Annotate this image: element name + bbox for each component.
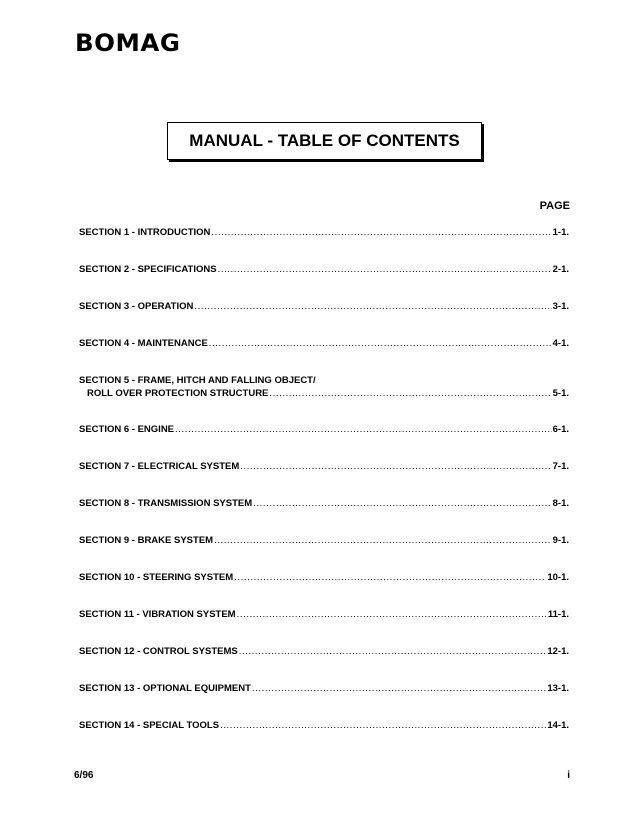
toc-entry-label: SECTION 8 - TRANSMISSION SYSTEM	[79, 498, 253, 509]
bomag-logo: BOMAG	[75, 29, 181, 57]
dot-leader	[240, 461, 551, 473]
dot-leader	[269, 388, 551, 400]
toc-entry-page: 7-1.	[552, 461, 569, 472]
toc-entry-page: 11-1.	[547, 609, 569, 620]
dot-leader	[214, 535, 552, 547]
toc-entry-section-5[interactable]	[79, 375, 569, 400]
title-box	[167, 122, 482, 160]
toc-entry-label: SECTION 2 - SPECIFICATIONS	[79, 264, 217, 275]
toc-entry-section-14[interactable]	[79, 720, 569, 732]
toc-entry-section-12[interactable]	[79, 646, 569, 658]
dot-leader	[194, 301, 551, 313]
toc-entry-section-11[interactable]	[79, 609, 569, 621]
toc-entry-page: 8-1.	[552, 498, 569, 509]
toc-entry-label: SECTION 12 - CONTROL SYSTEMS	[79, 646, 238, 657]
dot-leader	[211, 227, 551, 239]
toc-entry-section-2[interactable]	[79, 264, 569, 276]
toc-entry-page: 9-1.	[552, 535, 569, 546]
dot-leader	[218, 264, 552, 276]
toc-entry-page: 13-1.	[547, 683, 569, 694]
toc-entry-section-6[interactable]	[79, 424, 569, 436]
toc-entry-page: 5-1.	[552, 388, 569, 399]
toc-entry-section-13[interactable]	[79, 683, 569, 695]
toc-entry-label: SECTION 11 - VIBRATION SYSTEM	[79, 609, 236, 620]
toc-entry-page: 1-1.	[552, 227, 569, 238]
page-title: MANUAL - TABLE OF CONTENTS	[189, 131, 460, 150]
dot-leader	[209, 338, 552, 350]
toc-entry-section-10[interactable]	[79, 572, 569, 584]
toc-entry-label: SECTION 13 - OPTIONAL EQUIPMENT	[79, 683, 251, 694]
toc-entry-label: SECTION 3 - OPERATION	[79, 301, 194, 312]
dot-leader	[220, 720, 546, 732]
toc-entry-page: 14-1.	[547, 720, 569, 731]
dot-leader	[253, 498, 551, 510]
toc-entry-page: 12-1.	[547, 646, 569, 657]
footer-page-number: i	[567, 770, 570, 781]
toc-entry-label: SECTION 4 - MAINTENANCE	[79, 338, 208, 349]
dot-leader	[239, 646, 547, 658]
toc-entry-label: SECTION 1 - INTRODUCTION	[79, 227, 211, 238]
toc-entry-page: 3-1.	[552, 301, 569, 312]
dot-leader	[234, 572, 546, 584]
toc-entry-label: SECTION 10 - STEERING SYSTEM	[79, 572, 234, 583]
dot-leader	[175, 424, 552, 436]
toc-entry-section-4[interactable]	[79, 338, 569, 350]
footer-date: 6/96	[74, 770, 94, 781]
toc-entry-page: 2-1.	[552, 264, 569, 275]
toc-entry-page: 10-1.	[547, 572, 569, 583]
dot-leader	[237, 609, 547, 621]
toc-entry-section-3[interactable]	[79, 301, 569, 313]
toc-entry-section-7[interactable]	[79, 461, 569, 473]
toc-entry-label: SECTION 7 - ELECTRICAL SYSTEM	[79, 461, 240, 472]
toc-entry-label-line1: SECTION 5 - FRAME, HITCH AND FALLING OBJECT/	[79, 375, 316, 386]
dot-leader	[252, 683, 546, 695]
toc-entry-label: SECTION 9 - BRAKE SYSTEM	[79, 535, 214, 546]
toc-entry-section-1[interactable]	[79, 227, 569, 239]
toc-entry-label: SECTION 6 - ENGINE	[79, 424, 175, 435]
page-column-header: PAGE	[539, 200, 570, 212]
toc-entry-page: 4-1.	[552, 338, 569, 349]
toc-entry-section-8[interactable]	[79, 498, 569, 510]
toc-entry-label: ROLL OVER PROTECTION STRUCTURE	[87, 388, 269, 399]
toc-entry-label: SECTION 14 - SPECIAL TOOLS	[79, 720, 220, 731]
toc-entry-section-9[interactable]	[79, 535, 569, 547]
toc-entry-page: 6-1.	[552, 424, 569, 435]
